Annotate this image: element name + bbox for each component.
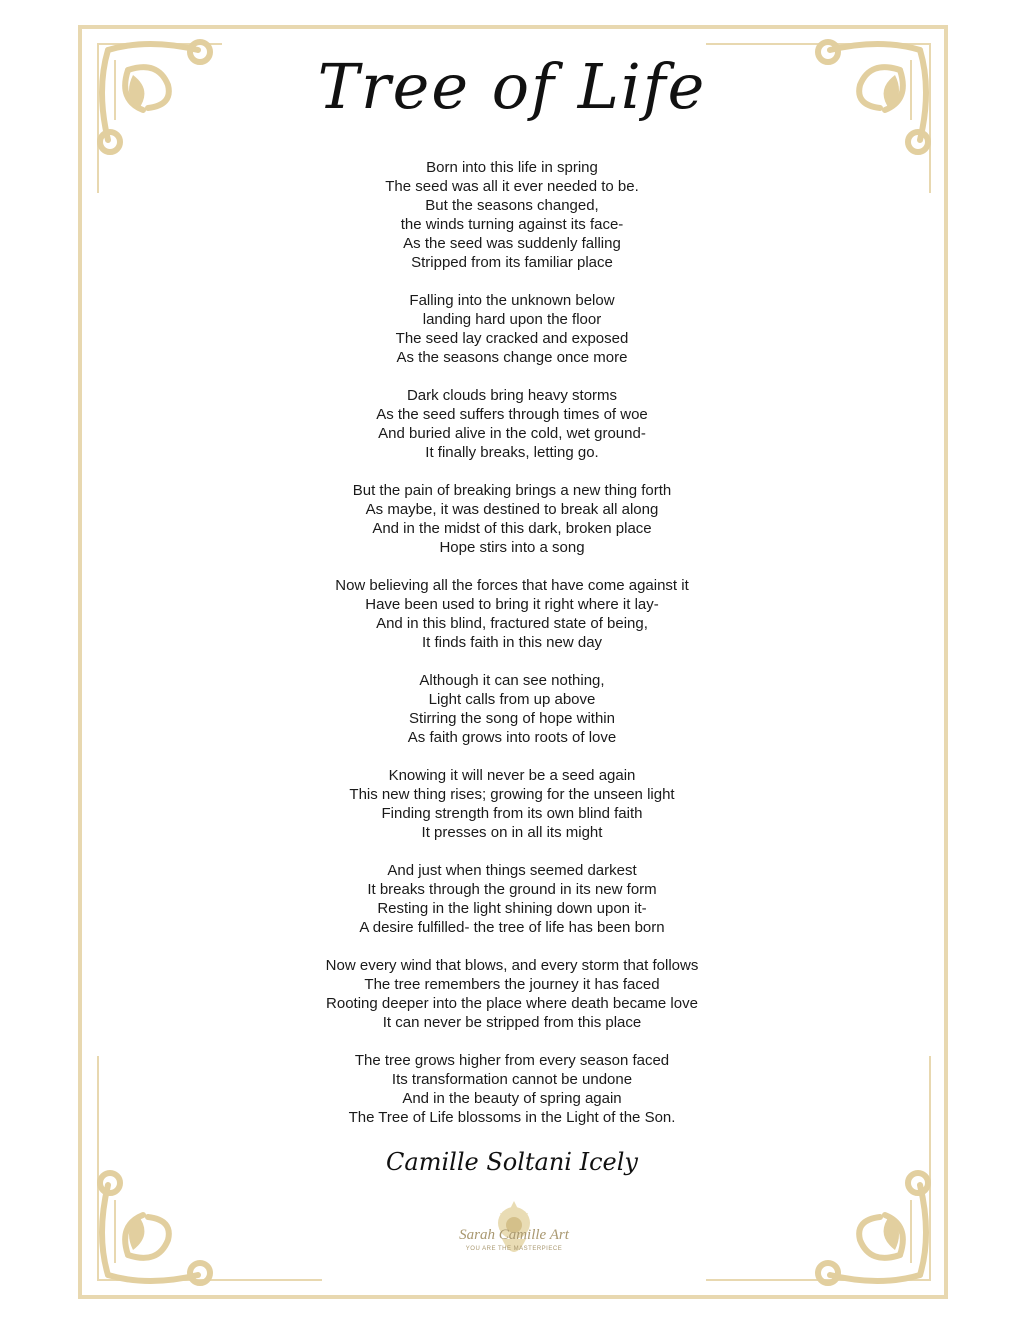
poem-line: And in the beauty of spring again [402, 1090, 622, 1107]
stanza [0, 861, 1024, 937]
poem-line: Hope stirs into a song [439, 539, 585, 556]
poem-line: But the seasons changed, [425, 197, 599, 214]
poem-line: As the seed was suddenly falling [403, 235, 621, 252]
poem-line: Rooting deeper into the place where death became love [326, 995, 698, 1012]
poem-line: Stripped from its familiar place [411, 254, 613, 271]
poem-line: This new thing rises; growing for the unseen light [349, 786, 675, 803]
poem-line: A desire fulfilled- the tree of life has been born [359, 919, 665, 936]
author-signature: Camille Soltani Icely [386, 1148, 638, 1176]
stanza [0, 766, 1024, 842]
stanza [0, 386, 1024, 462]
poem-line: Finding strength from its own blind faith [381, 805, 643, 822]
stanza [0, 158, 1024, 272]
poem-line: It breaks through the ground in its new form [367, 881, 657, 898]
poem-line: Have been used to bring it right where it lay- [365, 596, 659, 613]
poem-line: the winds turning against its face- [400, 216, 624, 233]
brand-logo [452, 1195, 576, 1275]
poem-line: landing hard upon the floor [422, 311, 602, 328]
poem-line: Now every wind that blows, and every storm that follows [325, 957, 699, 974]
poem-line: Light calls from up above [428, 691, 596, 708]
corner-ornament-bottom-right [800, 1155, 940, 1295]
corner-ornament-bottom-left [88, 1155, 228, 1295]
poem-line: The Tree of Life blossoms in the Light of the Son. [348, 1109, 676, 1126]
brand-name: Sarah Camille Art [459, 1227, 569, 1243]
poem-line: Falling into the unknown below [409, 292, 615, 309]
brand-tagline: YOU ARE THE MASTERPIECE [465, 1246, 563, 1252]
poem-line: As faith grows into roots of love [407, 729, 617, 746]
poem-line: Resting in the light shining down upon it- [377, 900, 647, 917]
poem-line: And buried alive in the cold, wet ground- [378, 425, 646, 442]
poem-line: It presses on in all its might [421, 824, 603, 841]
poem-line: Knowing it will never be a seed again [388, 767, 636, 784]
poem-line: Now believing all the forces that have come against it [335, 577, 689, 594]
stanza [0, 481, 1024, 557]
poem-line: It can never be stripped from this place [382, 1014, 642, 1031]
poem-title: Tree of Life [317, 50, 707, 123]
poem-line: Dark clouds bring heavy storms [406, 387, 618, 404]
poem-line: It finds faith in this new day [421, 634, 603, 651]
stanza [0, 671, 1024, 747]
poem-line: As the seed suffers through times of woe [376, 406, 648, 423]
poem-line: Stirring the song of hope within [409, 710, 615, 727]
poem-line: It finally breaks, letting go. [425, 444, 599, 461]
poem-line: The seed was all it ever needed to be. [385, 178, 639, 195]
stanza [0, 956, 1024, 1032]
poem-line: But the pain of breaking brings a new thing forth [352, 482, 672, 499]
poem-line: The tree remembers the journey it has faced [364, 976, 660, 993]
poem-line: Its transformation cannot be undone [391, 1071, 633, 1088]
poem-line: As maybe, it was destined to break all along [365, 501, 659, 518]
poem-line: Born into this life in spring [426, 159, 598, 176]
poem-line: As the seasons change once more [396, 349, 628, 366]
stanza [0, 1051, 1024, 1127]
poem-line: And just when things seemed darkest [387, 862, 637, 879]
poem-line: And in this blind, fractured state of being, [376, 615, 648, 632]
poem-line: The tree grows higher from every season faced [354, 1052, 670, 1069]
poem-line: Although it can see nothing, [419, 672, 605, 689]
poem-line: And in the midst of this dark, broken place [372, 520, 652, 537]
poem-line: The seed lay cracked and exposed [395, 330, 629, 347]
stanza [0, 576, 1024, 652]
poem-body [0, 158, 1024, 1146]
stanza [0, 291, 1024, 367]
